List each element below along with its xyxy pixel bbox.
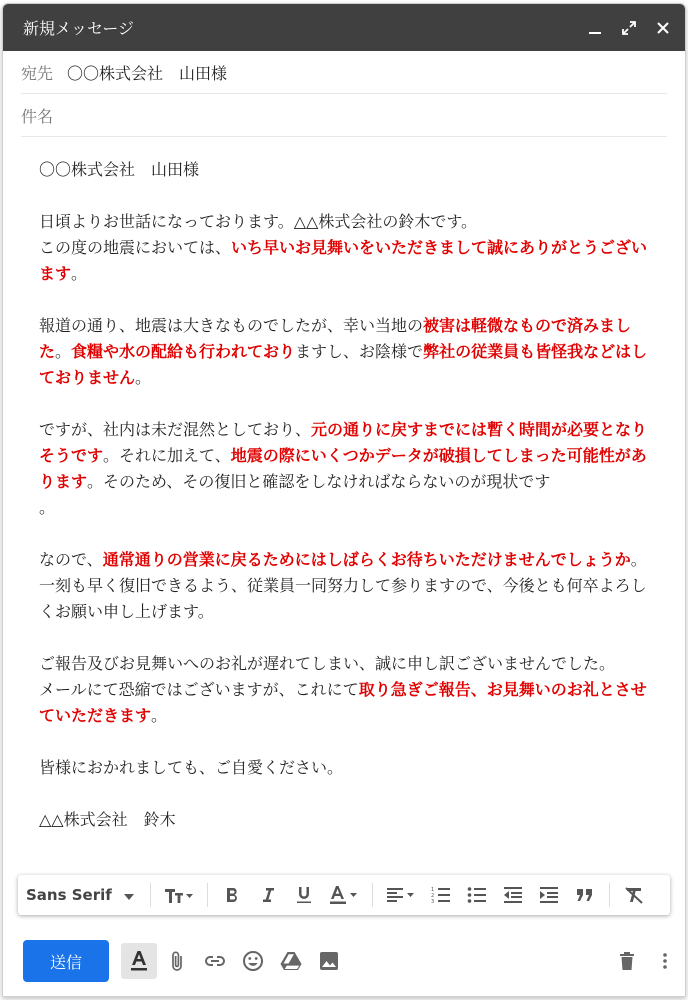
highlight-text: 元の通りに戻すまでには暫く時間が必要となりそうです bbox=[39, 420, 648, 465]
svg-text:3: 3 bbox=[431, 899, 435, 904]
formatting-toolbar bbox=[18, 875, 670, 915]
divider bbox=[207, 883, 208, 907]
body-paragraph-3 bbox=[39, 417, 649, 521]
to-recipient[interactable]: 〇〇株式会社 山田様 bbox=[67, 63, 228, 83]
more-options-icon[interactable] bbox=[655, 943, 675, 979]
text: 。 bbox=[71, 264, 88, 283]
underline-icon[interactable] bbox=[286, 877, 322, 913]
bold-icon[interactable] bbox=[214, 877, 250, 913]
text: 。そのため、その復旧と確認をしなければならないのが現状です bbox=[87, 472, 551, 491]
divider bbox=[150, 883, 151, 907]
text: 。 bbox=[135, 368, 152, 387]
text: メールにて恐縮ではございますが、これにて bbox=[39, 680, 359, 699]
to-label: 宛先 bbox=[21, 63, 54, 83]
send-button[interactable]: 送信 bbox=[23, 940, 109, 982]
svg-text:1: 1 bbox=[431, 887, 435, 893]
expand-icon[interactable] bbox=[621, 20, 637, 36]
numbered-list-icon[interactable] bbox=[423, 877, 459, 913]
text: 。一刻も早く復旧できるよう、従業員一同努力して参りますので、今後とも何卒よろしくお願い申し上げます。 bbox=[39, 550, 647, 621]
formatting-options-icon[interactable] bbox=[121, 943, 157, 979]
text: なので、 bbox=[39, 550, 103, 569]
highlight-text: 弊社の従業員も皆怪我などはしておりません bbox=[39, 342, 648, 387]
body-greeting: 〇〇株式会社 山田様 bbox=[39, 160, 200, 179]
link-icon[interactable] bbox=[197, 943, 233, 979]
italic-icon[interactable] bbox=[250, 877, 286, 913]
align-icon[interactable] bbox=[379, 877, 423, 913]
svg-text:2: 2 bbox=[431, 893, 435, 899]
indent-less-icon[interactable] bbox=[495, 877, 531, 913]
text: ご報告及びお見舞いへのお礼が遅れてしまい、誠に申し訳ございませんでした。 bbox=[39, 654, 616, 673]
font-size-icon[interactable] bbox=[157, 877, 201, 913]
message-body[interactable] bbox=[3, 137, 685, 833]
close-icon[interactable] bbox=[655, 20, 671, 36]
drive-icon[interactable] bbox=[273, 943, 309, 979]
highlight-text: 食糧や水の配給も行われており bbox=[71, 342, 296, 361]
highlight-text: 取り急ぎご報告、お見舞いのお礼とさせていただきます bbox=[39, 680, 647, 725]
highlight-text: 地震の際にいくつかデータが破損してしまった可能性があります bbox=[39, 446, 647, 491]
divider bbox=[609, 883, 610, 907]
subject-field[interactable] bbox=[21, 94, 667, 137]
body-paragraph-2 bbox=[39, 313, 649, 391]
emoji-icon[interactable] bbox=[235, 943, 271, 979]
text: 。 bbox=[39, 498, 56, 517]
divider bbox=[372, 883, 373, 907]
body-paragraph-4 bbox=[39, 547, 649, 625]
text: 。 bbox=[55, 342, 72, 361]
highlight-text: いち早いお見舞いをいただきまして誠にありがとうございます bbox=[39, 238, 648, 283]
text: ますし、お陰様で bbox=[295, 342, 424, 361]
indent-more-icon[interactable] bbox=[531, 877, 567, 913]
window-title: 新規メッセージ bbox=[23, 19, 135, 38]
text: この度の地震においては、 bbox=[39, 238, 232, 257]
bottom-toolbar bbox=[3, 934, 685, 988]
to-field[interactable] bbox=[21, 51, 667, 94]
delete-icon[interactable] bbox=[609, 943, 645, 979]
text: 報道の通り、地震は大きなものでしたが、幸い当地の bbox=[39, 316, 424, 335]
body-paragraph-6: 皆様におかれましても、ご自愛ください。 bbox=[39, 758, 344, 777]
text-color-icon[interactable] bbox=[322, 877, 366, 913]
highlight-text: 通常通りの営業に戻るためにはしばらくお待ちいただけませんでしょうか bbox=[102, 550, 631, 569]
titlebar bbox=[3, 4, 685, 51]
text: 。それに加えて、 bbox=[103, 446, 231, 465]
remove-formatting-icon[interactable] bbox=[616, 877, 652, 913]
compose-window bbox=[2, 3, 686, 997]
insert-photo-icon[interactable] bbox=[311, 943, 347, 979]
text: 日頃よりお世話になっております。△△株式会社の鈴木です。 bbox=[39, 212, 478, 231]
highlight-text: 被害は軽微なもので済みました bbox=[39, 316, 632, 361]
text: ですが、社内は未だ混然としており、 bbox=[39, 420, 312, 439]
bulleted-list-icon[interactable] bbox=[459, 877, 495, 913]
font-select-label: Sans Serif bbox=[26, 886, 112, 904]
font-select[interactable] bbox=[26, 886, 144, 904]
minimize-icon[interactable] bbox=[587, 20, 603, 36]
body-signature: △△株式会社 鈴木 bbox=[39, 810, 176, 829]
subject-placeholder[interactable]: 件名 bbox=[21, 106, 54, 126]
body-paragraph-1 bbox=[39, 209, 649, 287]
chevron-down-icon bbox=[124, 886, 134, 904]
text: 。 bbox=[151, 706, 168, 725]
attach-icon[interactable] bbox=[159, 943, 195, 979]
body-paragraph-5 bbox=[39, 651, 649, 729]
quote-icon[interactable] bbox=[567, 877, 603, 913]
